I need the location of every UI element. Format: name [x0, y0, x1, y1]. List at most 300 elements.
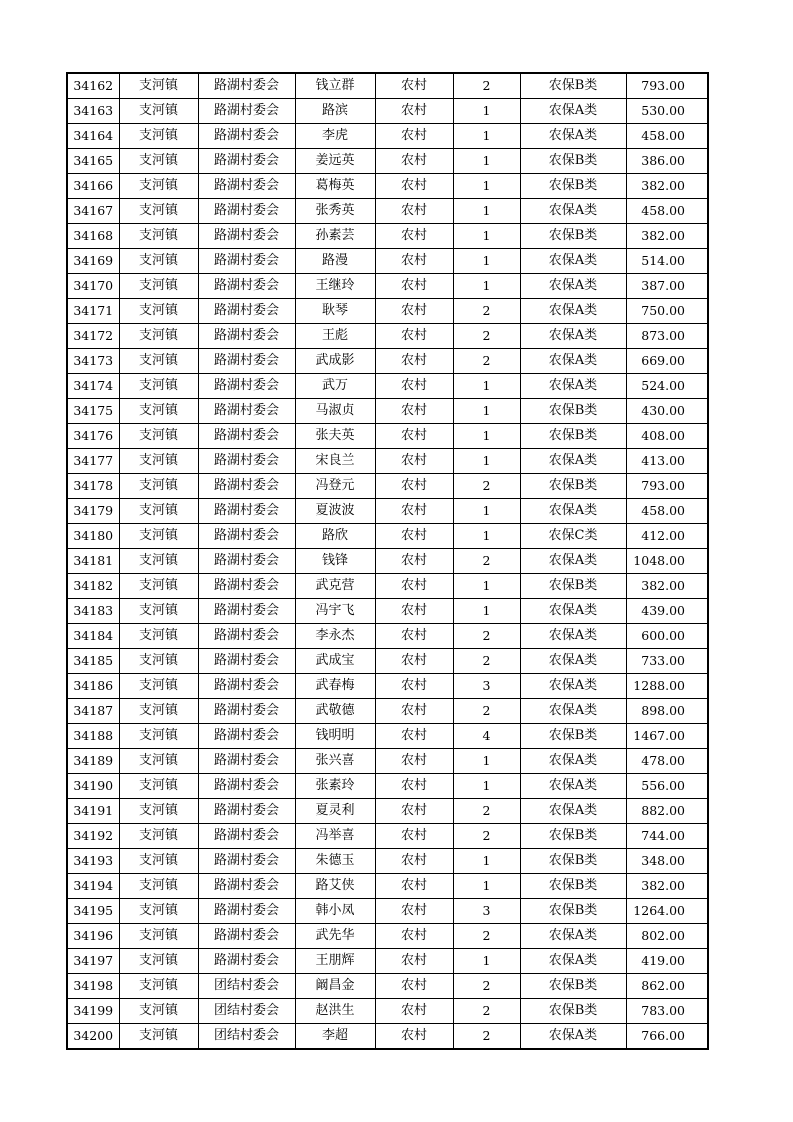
insurance-class-cell: 农保B类: [520, 874, 626, 899]
member-count-cell: 2: [453, 624, 520, 649]
amount-cell: 862.00: [626, 974, 708, 999]
household-type-cell: 农村: [375, 574, 453, 599]
insurance-class-cell: 农保A类: [520, 624, 626, 649]
record-id-cell: 34196: [67, 924, 119, 949]
amount-cell: 766.00: [626, 1024, 708, 1050]
village-committee-cell: 路湖村委会: [198, 874, 295, 899]
insurance-class-cell: 农保A类: [520, 499, 626, 524]
table-row: [67, 524, 708, 549]
person-name-cell: 武万: [295, 374, 375, 399]
amount-cell: 802.00: [626, 924, 708, 949]
town-cell: 支河镇: [119, 149, 198, 174]
town-cell: 支河镇: [119, 924, 198, 949]
member-count-cell: 1: [453, 99, 520, 124]
village-committee-cell: 路湖村委会: [198, 324, 295, 349]
household-type-cell: 农村: [375, 699, 453, 724]
person-name-cell: 路艾侠: [295, 874, 375, 899]
village-committee-cell: 路湖村委会: [198, 174, 295, 199]
table-row: [67, 649, 708, 674]
person-name-cell: 耿琴: [295, 299, 375, 324]
village-committee-cell: 路湖村委会: [198, 99, 295, 124]
person-name-cell: 冯举喜: [295, 824, 375, 849]
amount-cell: 458.00: [626, 499, 708, 524]
household-type-cell: 农村: [375, 724, 453, 749]
record-id-cell: 34179: [67, 499, 119, 524]
record-id-cell: 34165: [67, 149, 119, 174]
village-committee-cell: 路湖村委会: [198, 924, 295, 949]
insurance-class-cell: 农保A类: [520, 699, 626, 724]
record-id-cell: 34192: [67, 824, 119, 849]
town-cell: 支河镇: [119, 849, 198, 874]
amount-cell: 882.00: [626, 799, 708, 824]
village-committee-cell: 路湖村委会: [198, 349, 295, 374]
village-committee-cell: 路湖村委会: [198, 599, 295, 624]
table-row: [67, 224, 708, 249]
insurance-class-cell: 农保B类: [520, 899, 626, 924]
village-committee-cell: 路湖村委会: [198, 224, 295, 249]
person-name-cell: 武敬德: [295, 699, 375, 724]
amount-cell: 382.00: [626, 874, 708, 899]
village-committee-cell: 路湖村委会: [198, 824, 295, 849]
person-name-cell: 葛梅英: [295, 174, 375, 199]
insurance-class-cell: 农保A类: [520, 99, 626, 124]
record-id-cell: 34189: [67, 749, 119, 774]
amount-cell: 793.00: [626, 474, 708, 499]
table-row: [67, 724, 708, 749]
record-id-cell: 34195: [67, 899, 119, 924]
village-committee-cell: 路湖村委会: [198, 624, 295, 649]
record-id-cell: 34180: [67, 524, 119, 549]
amount-cell: 382.00: [626, 224, 708, 249]
household-type-cell: 农村: [375, 99, 453, 124]
town-cell: 支河镇: [119, 899, 198, 924]
person-name-cell: 钱明明: [295, 724, 375, 749]
record-id-cell: 34167: [67, 199, 119, 224]
record-id-cell: 34185: [67, 649, 119, 674]
amount-cell: 408.00: [626, 424, 708, 449]
amount-cell: 387.00: [626, 274, 708, 299]
member-count-cell: 1: [453, 499, 520, 524]
village-committee-cell: 路湖村委会: [198, 274, 295, 299]
insurance-class-cell: 农保B类: [520, 174, 626, 199]
insurance-class-cell: 农保B类: [520, 724, 626, 749]
member-count-cell: 1: [453, 374, 520, 399]
table-row: [67, 199, 708, 224]
village-committee-cell: 路湖村委会: [198, 949, 295, 974]
table-row: [67, 824, 708, 849]
village-committee-cell: 路湖村委会: [198, 199, 295, 224]
person-name-cell: 王朋辉: [295, 949, 375, 974]
town-cell: 支河镇: [119, 649, 198, 674]
household-type-cell: 农村: [375, 449, 453, 474]
member-count-cell: 1: [453, 274, 520, 299]
town-cell: 支河镇: [119, 724, 198, 749]
table-row: [67, 73, 708, 99]
member-count-cell: 1: [453, 774, 520, 799]
insurance-class-cell: 农保B类: [520, 224, 626, 249]
insurance-class-cell: 农保A类: [520, 124, 626, 149]
person-name-cell: 武成影: [295, 349, 375, 374]
household-type-cell: 农村: [375, 324, 453, 349]
insurance-class-cell: 农保A类: [520, 799, 626, 824]
record-id-cell: 34181: [67, 549, 119, 574]
person-name-cell: 路滨: [295, 99, 375, 124]
person-name-cell: 李虎: [295, 124, 375, 149]
town-cell: 支河镇: [119, 674, 198, 699]
person-name-cell: 路漫: [295, 249, 375, 274]
record-id-cell: 34182: [67, 574, 119, 599]
household-type-cell: 农村: [375, 249, 453, 274]
insurance-class-cell: 农保A类: [520, 449, 626, 474]
village-committee-cell: 路湖村委会: [198, 374, 295, 399]
record-id-cell: 34184: [67, 624, 119, 649]
person-name-cell: 钱锋: [295, 549, 375, 574]
record-id-cell: 34166: [67, 174, 119, 199]
person-name-cell: 马淑贞: [295, 399, 375, 424]
member-count-cell: 1: [453, 149, 520, 174]
amount-cell: 458.00: [626, 199, 708, 224]
town-cell: 支河镇: [119, 274, 198, 299]
insurance-class-cell: 农保B类: [520, 974, 626, 999]
record-id-cell: 34162: [67, 73, 119, 99]
person-name-cell: 武克营: [295, 574, 375, 599]
town-cell: 支河镇: [119, 474, 198, 499]
record-id-cell: 34188: [67, 724, 119, 749]
member-count-cell: 1: [453, 249, 520, 274]
member-count-cell: 2: [453, 799, 520, 824]
table-row: [67, 1024, 708, 1050]
table-row: [67, 549, 708, 574]
member-count-cell: 3: [453, 674, 520, 699]
amount-cell: 669.00: [626, 349, 708, 374]
town-cell: 支河镇: [119, 799, 198, 824]
person-name-cell: 孙素芸: [295, 224, 375, 249]
town-cell: 支河镇: [119, 174, 198, 199]
member-count-cell: 2: [453, 999, 520, 1024]
village-committee-cell: 路湖村委会: [198, 749, 295, 774]
amount-cell: 439.00: [626, 599, 708, 624]
amount-cell: 783.00: [626, 999, 708, 1024]
amount-cell: 478.00: [626, 749, 708, 774]
table-row: [67, 574, 708, 599]
amount-cell: 382.00: [626, 174, 708, 199]
table-row: [67, 349, 708, 374]
household-type-cell: 农村: [375, 624, 453, 649]
amount-cell: 430.00: [626, 399, 708, 424]
insurance-class-cell: 农保B类: [520, 399, 626, 424]
town-cell: 支河镇: [119, 624, 198, 649]
member-count-cell: 1: [453, 399, 520, 424]
town-cell: 支河镇: [119, 874, 198, 899]
household-type-cell: 农村: [375, 274, 453, 299]
insurance-class-cell: 农保A类: [520, 249, 626, 274]
amount-cell: 413.00: [626, 449, 708, 474]
record-id-cell: 34190: [67, 774, 119, 799]
household-type-cell: 农村: [375, 174, 453, 199]
amount-cell: 750.00: [626, 299, 708, 324]
town-cell: 支河镇: [119, 299, 198, 324]
person-name-cell: 武春梅: [295, 674, 375, 699]
member-count-cell: 2: [453, 324, 520, 349]
household-type-cell: 农村: [375, 749, 453, 774]
member-count-cell: 1: [453, 874, 520, 899]
household-type-cell: 农村: [375, 224, 453, 249]
household-type-cell: 农村: [375, 974, 453, 999]
table-row: [67, 974, 708, 999]
insurance-class-cell: 农保A类: [520, 749, 626, 774]
town-cell: 支河镇: [119, 349, 198, 374]
town-cell: 支河镇: [119, 374, 198, 399]
village-committee-cell: 路湖村委会: [198, 649, 295, 674]
member-count-cell: 1: [453, 599, 520, 624]
amount-cell: 386.00: [626, 149, 708, 174]
person-name-cell: 王继玲: [295, 274, 375, 299]
town-cell: 支河镇: [119, 949, 198, 974]
amount-cell: 733.00: [626, 649, 708, 674]
amount-cell: 419.00: [626, 949, 708, 974]
village-committee-cell: 路湖村委会: [198, 574, 295, 599]
insurance-class-cell: 农保A类: [520, 774, 626, 799]
village-committee-cell: 团结村委会: [198, 999, 295, 1024]
record-id-cell: 34199: [67, 999, 119, 1024]
town-cell: 支河镇: [119, 749, 198, 774]
member-count-cell: 1: [453, 174, 520, 199]
record-id-cell: 34193: [67, 849, 119, 874]
person-name-cell: 武成宝: [295, 649, 375, 674]
insurance-class-cell: 农保B类: [520, 149, 626, 174]
household-type-cell: 农村: [375, 874, 453, 899]
village-committee-cell: 路湖村委会: [198, 549, 295, 574]
village-committee-cell: 路湖村委会: [198, 299, 295, 324]
person-name-cell: 李永杰: [295, 624, 375, 649]
member-count-cell: 2: [453, 349, 520, 374]
household-type-cell: 农村: [375, 549, 453, 574]
benefit-ledger-table: [66, 72, 709, 1050]
table-row: [67, 299, 708, 324]
table-row: [67, 699, 708, 724]
town-cell: 支河镇: [119, 699, 198, 724]
person-name-cell: 路欣: [295, 524, 375, 549]
insurance-class-cell: 农保B类: [520, 424, 626, 449]
table-row: [67, 449, 708, 474]
village-committee-cell: 路湖村委会: [198, 249, 295, 274]
town-cell: 支河镇: [119, 999, 198, 1024]
amount-cell: 556.00: [626, 774, 708, 799]
table-row: [67, 874, 708, 899]
village-committee-cell: 路湖村委会: [198, 399, 295, 424]
table-row: [67, 399, 708, 424]
table-row: [67, 599, 708, 624]
record-id-cell: 34178: [67, 474, 119, 499]
record-id-cell: 34186: [67, 674, 119, 699]
record-id-cell: 34197: [67, 949, 119, 974]
amount-cell: 1048.00: [626, 549, 708, 574]
village-committee-cell: 路湖村委会: [198, 899, 295, 924]
table-row: [67, 474, 708, 499]
household-type-cell: 农村: [375, 674, 453, 699]
insurance-class-cell: 农保A类: [520, 649, 626, 674]
person-name-cell: 冯宇飞: [295, 599, 375, 624]
record-id-cell: 34171: [67, 299, 119, 324]
insurance-class-cell: 农保A类: [520, 599, 626, 624]
household-type-cell: 农村: [375, 649, 453, 674]
insurance-class-cell: 农保A类: [520, 349, 626, 374]
insurance-class-cell: 农保A类: [520, 1024, 626, 1050]
record-id-cell: 34183: [67, 599, 119, 624]
person-name-cell: 冯登元: [295, 474, 375, 499]
household-type-cell: 农村: [375, 949, 453, 974]
record-id-cell: 34168: [67, 224, 119, 249]
record-id-cell: 34194: [67, 874, 119, 899]
household-type-cell: 农村: [375, 999, 453, 1024]
town-cell: 支河镇: [119, 199, 198, 224]
member-count-cell: 1: [453, 424, 520, 449]
record-id-cell: 34164: [67, 124, 119, 149]
record-id-cell: 34173: [67, 349, 119, 374]
insurance-class-cell: 农保A类: [520, 674, 626, 699]
member-count-cell: 2: [453, 649, 520, 674]
table-row: [67, 924, 708, 949]
village-committee-cell: 路湖村委会: [198, 849, 295, 874]
village-committee-cell: 路湖村委会: [198, 524, 295, 549]
household-type-cell: 农村: [375, 149, 453, 174]
member-count-cell: 1: [453, 949, 520, 974]
amount-cell: 412.00: [626, 524, 708, 549]
town-cell: 支河镇: [119, 1024, 198, 1050]
table-row: [67, 174, 708, 199]
household-type-cell: 农村: [375, 924, 453, 949]
town-cell: 支河镇: [119, 574, 198, 599]
town-cell: 支河镇: [119, 524, 198, 549]
member-count-cell: 1: [453, 199, 520, 224]
town-cell: 支河镇: [119, 974, 198, 999]
town-cell: 支河镇: [119, 224, 198, 249]
household-type-cell: 农村: [375, 799, 453, 824]
member-count-cell: 1: [453, 574, 520, 599]
village-committee-cell: 路湖村委会: [198, 674, 295, 699]
member-count-cell: 2: [453, 549, 520, 574]
village-committee-cell: 路湖村委会: [198, 449, 295, 474]
record-id-cell: 34177: [67, 449, 119, 474]
insurance-class-cell: 农保A类: [520, 374, 626, 399]
insurance-class-cell: 农保A类: [520, 549, 626, 574]
person-name-cell: 李超: [295, 1024, 375, 1050]
amount-cell: 458.00: [626, 124, 708, 149]
town-cell: 支河镇: [119, 399, 198, 424]
table-row: [67, 99, 708, 124]
amount-cell: 524.00: [626, 374, 708, 399]
village-committee-cell: 团结村委会: [198, 974, 295, 999]
table-row: [67, 799, 708, 824]
member-count-cell: 1: [453, 224, 520, 249]
insurance-class-cell: 农保A类: [520, 274, 626, 299]
village-committee-cell: 路湖村委会: [198, 149, 295, 174]
person-name-cell: 夏波波: [295, 499, 375, 524]
insurance-class-cell: 农保A类: [520, 199, 626, 224]
town-cell: 支河镇: [119, 73, 198, 99]
member-count-cell: 1: [453, 124, 520, 149]
village-committee-cell: 路湖村委会: [198, 73, 295, 99]
person-name-cell: 宋良兰: [295, 449, 375, 474]
household-type-cell: 农村: [375, 824, 453, 849]
household-type-cell: 农村: [375, 774, 453, 799]
insurance-class-cell: 农保A类: [520, 924, 626, 949]
table-row: [67, 374, 708, 399]
table-row: [67, 324, 708, 349]
village-committee-cell: 路湖村委会: [198, 124, 295, 149]
household-type-cell: 农村: [375, 849, 453, 874]
household-type-cell: 农村: [375, 73, 453, 99]
amount-cell: 1264.00: [626, 899, 708, 924]
village-committee-cell: 路湖村委会: [198, 774, 295, 799]
record-id-cell: 34170: [67, 274, 119, 299]
person-name-cell: 阚昌金: [295, 974, 375, 999]
household-type-cell: 农村: [375, 524, 453, 549]
table-row: [67, 149, 708, 174]
village-committee-cell: 路湖村委会: [198, 474, 295, 499]
person-name-cell: 王彪: [295, 324, 375, 349]
record-id-cell: 34200: [67, 1024, 119, 1050]
table-row: [67, 674, 708, 699]
household-type-cell: 农村: [375, 199, 453, 224]
table-row: [67, 774, 708, 799]
member-count-cell: 2: [453, 1024, 520, 1050]
amount-cell: 382.00: [626, 574, 708, 599]
household-type-cell: 农村: [375, 424, 453, 449]
town-cell: 支河镇: [119, 424, 198, 449]
member-count-cell: 2: [453, 73, 520, 99]
person-name-cell: 武先华: [295, 924, 375, 949]
record-id-cell: 34172: [67, 324, 119, 349]
member-count-cell: 3: [453, 899, 520, 924]
amount-cell: 1288.00: [626, 674, 708, 699]
person-name-cell: 韩小凤: [295, 899, 375, 924]
insurance-class-cell: 农保B类: [520, 999, 626, 1024]
insurance-class-cell: 农保A类: [520, 299, 626, 324]
village-committee-cell: 路湖村委会: [198, 724, 295, 749]
amount-cell: 898.00: [626, 699, 708, 724]
person-name-cell: 张兴喜: [295, 749, 375, 774]
member-count-cell: 1: [453, 524, 520, 549]
town-cell: 支河镇: [119, 99, 198, 124]
town-cell: 支河镇: [119, 824, 198, 849]
table-row: [67, 749, 708, 774]
household-type-cell: 农村: [375, 899, 453, 924]
village-committee-cell: 路湖村委会: [198, 699, 295, 724]
town-cell: 支河镇: [119, 124, 198, 149]
member-count-cell: 1: [453, 449, 520, 474]
person-name-cell: 张秀英: [295, 199, 375, 224]
amount-cell: 793.00: [626, 73, 708, 99]
record-id-cell: 34191: [67, 799, 119, 824]
ledger-body: [67, 73, 708, 1049]
amount-cell: 600.00: [626, 624, 708, 649]
table-row: [67, 424, 708, 449]
member-count-cell: 2: [453, 974, 520, 999]
village-committee-cell: 路湖村委会: [198, 424, 295, 449]
insurance-class-cell: 农保B类: [520, 73, 626, 99]
amount-cell: 348.00: [626, 849, 708, 874]
insurance-class-cell: 农保B类: [520, 574, 626, 599]
town-cell: 支河镇: [119, 449, 198, 474]
insurance-class-cell: 农保B类: [520, 824, 626, 849]
table-row: [67, 274, 708, 299]
record-id-cell: 34163: [67, 99, 119, 124]
town-cell: 支河镇: [119, 249, 198, 274]
record-id-cell: 34169: [67, 249, 119, 274]
household-type-cell: 农村: [375, 399, 453, 424]
table-row: [67, 499, 708, 524]
